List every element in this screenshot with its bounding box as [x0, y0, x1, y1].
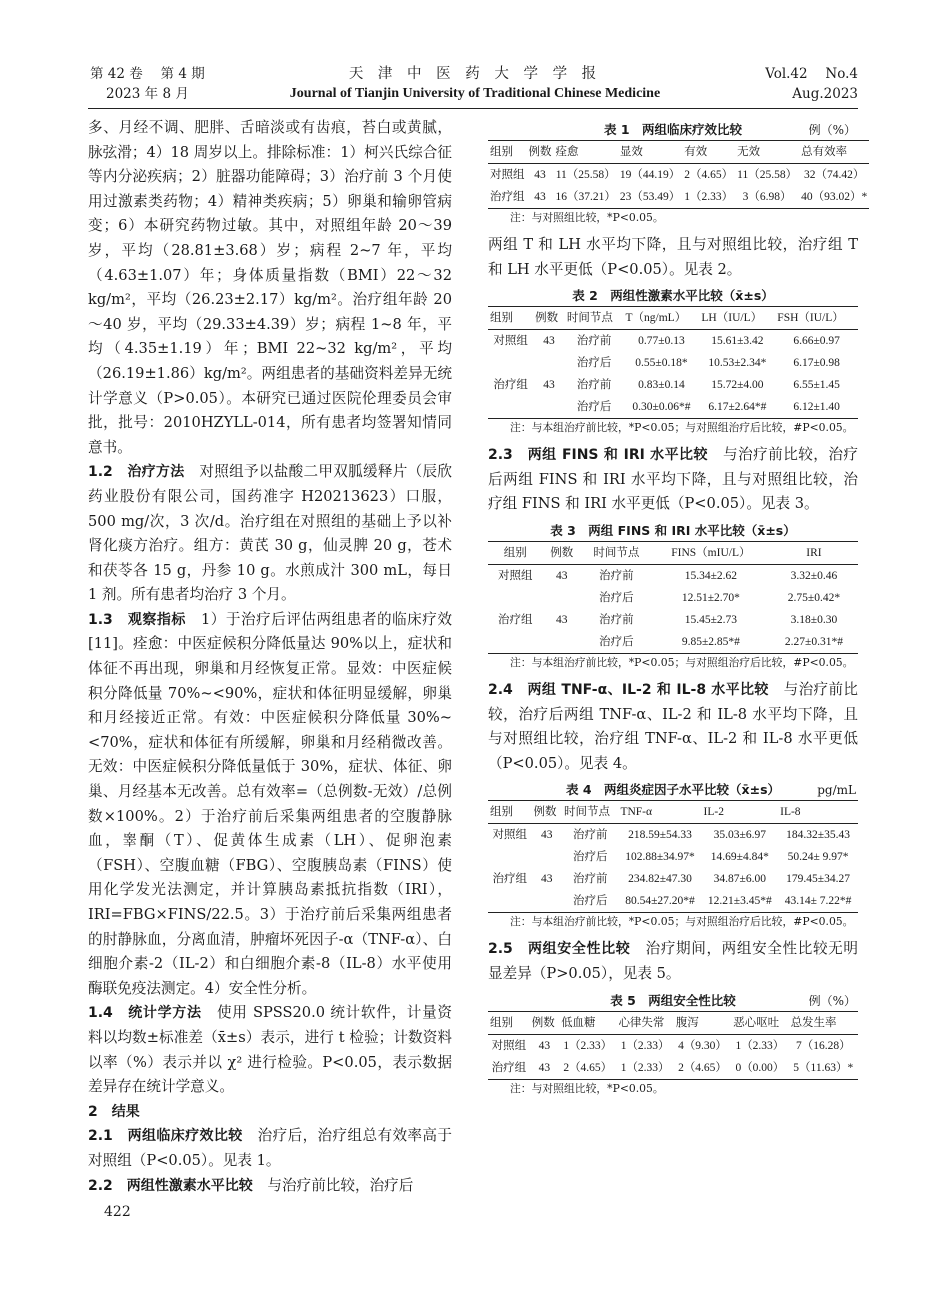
table-cell: 12.51±2.70*	[681, 591, 740, 604]
table4	[488, 800, 858, 913]
header-right	[765, 64, 858, 104]
table-header-cell: LH（IU/L）	[699, 307, 775, 330]
table-cell: 治疗后	[565, 396, 624, 419]
table-header-cell: 例数	[543, 541, 581, 564]
table-cell: 0.30±0.06*#	[624, 396, 700, 419]
table-cell: 治疗后	[562, 890, 618, 913]
page-number: 422	[104, 1204, 131, 1220]
volume-en: Vol.42 No.4	[765, 66, 858, 82]
heading-1-3: 1.3 观察指标	[88, 611, 186, 628]
table-cell: 9.85±2.85*#	[652, 631, 770, 654]
table-cell: 3.18±0.30	[790, 613, 838, 626]
table-cell	[533, 352, 565, 374]
table-cell: 15.34±2.62	[684, 569, 738, 582]
table-cell: 0（0.00）	[731, 1057, 788, 1080]
table-cell: 0.55±0.18*	[635, 357, 688, 370]
table3-title	[488, 521, 858, 541]
table-cell: 2（4.65）	[559, 1057, 616, 1080]
table-cell: 3.32±0.46	[790, 569, 838, 582]
heading-2-1: 2.1 两组临床疗效比较	[88, 1128, 243, 1145]
table-cell: 6.55±1.45	[793, 379, 840, 392]
section-2-4	[488, 678, 858, 776]
table-cell: 80.54±27.20*#	[618, 890, 701, 913]
table-cell: 11（25.58）	[737, 169, 798, 181]
table2-title-text: 表 2 两组性激素水平比较（x̄±s）	[572, 288, 774, 304]
table-cell	[488, 587, 543, 609]
table-header-cell: TNF-α	[618, 801, 701, 824]
table-cell: 对照组	[498, 569, 533, 582]
table-header-cell: 组别	[488, 141, 527, 164]
table-row	[488, 609, 858, 631]
table-header-cell: 低血糖	[559, 1011, 616, 1034]
table-cell: 治疗组	[493, 379, 528, 392]
table-row	[488, 330, 858, 353]
table-cell: 治疗后	[581, 631, 652, 654]
text-2-4: 与治疗前比较，治疗后两组 TNF-α、IL-2 和 IL-8 水平均下降，且与对照组比较，治疗组 TNF-α、IL-2 和 IL-8 水平更低（P<0.05）。见表 4。	[488, 680, 858, 772]
table3-header-row	[488, 541, 858, 564]
table-row	[488, 631, 858, 654]
table2	[488, 306, 858, 419]
text-1-4: 使用 SPSS20.0 统计软件，计量资料以均数±标准差（x̄±s）表示，进行 t 检验；计数资料以率（%）表示并以 χ² 进行检验。P<0.05，表示数据差异存在统计学意义。	[88, 1004, 452, 1096]
table-cell: 40（93.02）*	[799, 186, 869, 209]
table-row	[488, 374, 858, 396]
table-cell: 43	[543, 335, 555, 348]
table-cell: 43	[538, 1039, 551, 1052]
table-cell: 43	[527, 186, 554, 209]
table-row	[488, 587, 858, 609]
section-2-2	[88, 1174, 452, 1199]
table-cell	[531, 846, 561, 868]
table4-title-text: 表 4 两组炎症因子水平比较（x̄±s）	[565, 782, 781, 798]
text-1-2: 对照组予以盐酸二甲双胍缓释片（辰欣药业股份有限公司，国药准字 H20213623）口服，500 mg/次，3 次/d。治疗组在对照组的基础上予以补肾化痰方治疗。组方：黄芪 30 g，仙灵脾 20 g，苍术和茯苓各 15 g，丹参 10 g。水煎成汁 300 mL，每日 1 剂。所有患者均治疗 3 个月。	[88, 463, 452, 604]
table-cell: 6.17±2.64*#	[699, 396, 775, 419]
left-column	[88, 116, 452, 1198]
volume-cn: 第 42 卷 第 4 期	[90, 66, 205, 82]
table-cell: 治疗后	[572, 851, 608, 864]
table-cell: 35.03±6.97	[713, 829, 766, 842]
table-cell: 218.59±54.33	[628, 829, 692, 842]
heading-2-2: 2.2 两组性激素水平比较	[88, 1177, 253, 1194]
table-header-cell: IL-2	[702, 801, 779, 824]
table-header-cell: 组别	[488, 541, 543, 564]
table-cell: 治疗组	[488, 1057, 530, 1080]
text-2-1: 治疗后，治疗组总有效率高于对照组（P<0.05）。见表 1。	[88, 1127, 452, 1169]
table-cell	[488, 352, 533, 374]
table-header-cell: FSH（IU/L）	[775, 307, 858, 330]
table-cell: 10.53±2.34*	[708, 357, 767, 370]
table-cell: 12.21±3.45*#	[702, 890, 779, 913]
section-2-5	[488, 937, 858, 986]
heading-2-3: 2.3 两组 FINS 和 IRI 水平比较	[488, 447, 708, 464]
section-2	[88, 1100, 452, 1125]
heading-2-5: 2.5 两组安全性比较	[488, 941, 631, 958]
table-cell: 43.14± 7.22*#	[778, 890, 858, 913]
table-header-cell: 例数	[533, 307, 565, 330]
table-cell: 16（37.21）	[554, 186, 618, 209]
table-cell	[488, 396, 533, 419]
table-header-cell: 时间节点	[562, 801, 618, 824]
paragraph-criteria: 多、月经不调、肥胖、舌暗淡或有齿痕，苔白或黄腻，脉弦滑；4）18 周岁以上。排除标准：1）柯兴氏综合征等内分泌疾病；2）脏器功能障碍；3）治疗前 3 个月使用过激素类药物；4）精神类疾病；5）卵巢和输卵管病变；6）本研究药物过敏。其中，对照组年龄 20～39 岁，平均（28.81±3.68）岁；病程 2~7 年，平均（4.63±1.07）年；身体质量指数（BMI）22～32 kg/m²，平均（26.23±2.17）kg/m²。治疗组年龄 20～40 岁，平均（29.33±4.39）岁；病程 1~8 年，平均（4.35±1.19）年；BMI 22~32 kg/m²，平均（26.19±1.86）kg/m²。两组患者的基础资料差异无统计学意义（P>0.05）。本研究已通过医院伦理委员会审批，批号：2010HZYLL-014，所有患者均签署知情同意书。	[88, 119, 452, 456]
table-cell: 19（44.19）	[619, 169, 681, 181]
table-cell: 治疗后	[599, 591, 634, 604]
table5	[488, 1011, 858, 1080]
table-header-cell: 例数	[530, 1011, 559, 1034]
table-cell: 43	[540, 829, 553, 842]
table-cell: 对照组	[493, 335, 528, 348]
date-en: Aug.2023	[792, 86, 858, 102]
table-header-cell: 时间节点	[565, 307, 624, 330]
table-cell: 23（53.49）	[618, 186, 682, 209]
table-cell: 治疗组	[498, 613, 533, 626]
text-2-5: 治疗期间，两组安全性比较无明显差异（P>0.05），见表 5。	[488, 940, 858, 982]
table-cell: 治疗前	[576, 335, 612, 348]
table-header-cell: IRI	[770, 541, 858, 564]
table-cell: 14.69±4.84*	[710, 851, 769, 864]
table-header-cell: 总发生率	[789, 1011, 858, 1034]
table-cell: 对照组	[490, 169, 525, 181]
table-row	[488, 564, 858, 587]
table-cell: 43	[556, 613, 568, 626]
table4-title	[488, 780, 858, 800]
table-cell: 43	[543, 379, 555, 392]
table-cell	[543, 587, 581, 609]
table-header-cell: 例数	[527, 141, 554, 164]
table2-title	[488, 286, 858, 306]
table-cell: 治疗前	[572, 873, 608, 886]
table5-title-text: 表 5 两组安全性比较	[610, 992, 736, 1008]
table-header-cell: T（ng/mL）	[624, 307, 700, 330]
text-1-3: 1）于治疗后评估两组患者的临床疗效[11]。痊愈：中医症候积分降低量达 90%以上，症状和体征不再出现，卵巢和月经恢复正常。显效：中医症候积分降低量 70%~<90%，症状和体征明显缓解，卵巢和月经接近正常。有效：中医症候积分降低量 30%~<70%，症状和体征有所缓解，卵巢和月经稍微改善。无效：中医症候积分降低量低于 30%，症状、体征、卵巢、月经基本无改善。总有效率=（总例数-无效）/总例数×100%。2）于治疗前后采集两组患者的空腹静脉血，睾酮（T）、促黄体生成素（LH）、促卵泡素（FSH）、空腹血糖（FBG）、空腹胰岛素（FINS）使用化学发光法测定，并计算胰岛素抵抗指数（IRI），IRI=FBG×FINS/22.5。3）于治疗前后采集两组患者的肘静脉血，分离血清，肿瘤坏死因子-α（TNF-α）、白细胞介素-2（IL-2）和白细胞介素-8（IL-8）水平使用酶联免疫法测定。4）安全性分析。	[88, 610, 452, 997]
table-cell: 0.77±0.13	[638, 335, 685, 348]
table4-unit: pg/mL	[817, 783, 856, 798]
table-cell: 1（2.33）	[735, 1039, 785, 1052]
section-2-1	[88, 1124, 452, 1173]
table-cell	[543, 631, 581, 654]
table5-note: 注：与对照组比较，*P<0.05。	[510, 1081, 664, 1095]
table-cell: 3（6.98）	[735, 186, 799, 209]
table-cell: 15.61±3.42	[711, 335, 764, 348]
table-cell: 对照组	[492, 829, 527, 842]
table-cell: 234.82±47.30	[628, 873, 692, 886]
table-header-cell: 显效	[618, 141, 682, 164]
right-column	[488, 116, 868, 1104]
table-row	[488, 1034, 858, 1057]
table-cell: 2.75±0.42*	[787, 591, 841, 604]
table-cell: 43	[556, 569, 568, 582]
heading-1-2: 1.2 治疗方法	[88, 464, 185, 481]
table-cell: 治疗前	[572, 829, 608, 842]
table-cell: 34.87±6.00	[713, 873, 766, 886]
table-row	[488, 824, 858, 847]
table-cell: 6.12±1.40	[775, 396, 858, 419]
table-cell: 2.27±0.31*#	[770, 631, 858, 654]
text-2-2-cont: 两组 T 和 LH 水平均下降，且与对照组比较，治疗组 T 和 LH 水平更低（P<0.05）。见表 2。	[488, 236, 858, 278]
heading-1-4: 1.4 统计学方法	[88, 1005, 202, 1022]
table-cell: 治疗组	[492, 873, 527, 886]
table-cell	[531, 890, 561, 913]
table-cell: 0.83±0.14	[638, 379, 685, 392]
table-cell: 5（11.63）*	[789, 1057, 858, 1080]
table-cell: 179.45±34.27	[786, 873, 850, 886]
table-row	[488, 846, 858, 868]
table-header-cell: 心律失常	[616, 1011, 673, 1034]
table2-header-row	[488, 307, 858, 330]
table-row	[488, 186, 869, 209]
table-header-cell: 例数	[531, 801, 561, 824]
table-cell: 2（4.65）	[674, 1057, 731, 1080]
table-cell: 治疗前	[576, 379, 612, 392]
table-cell: 7（16.28）	[795, 1039, 851, 1052]
table-cell: 治疗组	[488, 186, 527, 209]
table-cell: 6.66±0.97	[793, 335, 840, 348]
table-header-cell: IL-8	[778, 801, 858, 824]
table-cell: 15.45±2.73	[684, 613, 738, 626]
table-cell: 1（2.33）	[616, 1057, 673, 1080]
table-row	[488, 868, 858, 890]
table4-note: 注：与本组治疗前比较，*P<0.05；与对照组治疗后比较，#P<0.05。	[510, 915, 854, 929]
table-cell: 6.17±0.98	[793, 357, 840, 370]
table-cell: 102.88±34.97*	[625, 851, 695, 864]
table-cell: 1（2.33）	[563, 1039, 613, 1052]
table-header-cell: 恶心呕吐	[731, 1011, 788, 1034]
table2-note: 注：与本组治疗前比较，*P<0.05；与对照组治疗后比较，#P<0.05。	[510, 421, 854, 435]
journal-title-en: Journal of Tianjin University of Traditional Chinese Medicine	[289, 86, 661, 101]
table-header-cell: 总有效率	[799, 141, 869, 164]
date-cn: 2023 年 8 月	[106, 86, 189, 102]
section-1-4	[88, 1001, 452, 1099]
heading-2: 2 结果	[88, 1103, 140, 1120]
table1-unit: 例（%）	[808, 123, 856, 137]
section-2-3	[488, 443, 858, 517]
table1	[488, 140, 869, 209]
table-cell	[533, 396, 565, 419]
table-header-cell: 组别	[488, 307, 533, 330]
table-cell: 对照组	[491, 1039, 527, 1052]
text-2-2: 与治疗前比较，治疗后	[252, 1176, 414, 1194]
table-header-cell: 腹泻	[674, 1011, 731, 1034]
table-header-cell: 痊愈	[554, 141, 618, 164]
heading-2-4: 2.4 两组 TNF-α、IL-2 和 IL-8 水平比较	[488, 681, 769, 698]
section-1-2	[88, 460, 452, 608]
table-cell	[488, 846, 531, 868]
table-cell: 43	[530, 1057, 559, 1080]
table-cell: 50.24± 9.97*	[787, 851, 849, 864]
table-header-cell: FINS（mIU/L）	[652, 541, 770, 564]
table1-title	[488, 120, 858, 140]
journal-title-cn: 天 津 中 医 药 大 学 学 报	[348, 66, 602, 82]
table-cell	[488, 890, 531, 913]
table-cell: 治疗前	[599, 613, 634, 626]
table-cell	[488, 631, 543, 654]
table-row	[488, 396, 858, 419]
table3-title-text: 表 3 两组 FINS 和 IRI 水平比较（x̄±s）	[550, 522, 796, 538]
table-header-cell: 时间节点	[581, 541, 652, 564]
table-cell: 治疗前	[599, 569, 634, 582]
table3-note: 注：与本组治疗前比较，*P<0.05；与对照组治疗后比较，#P<0.05。	[510, 655, 854, 669]
table-row	[488, 164, 869, 187]
table4-header-row	[488, 801, 858, 824]
table-cell: 43	[534, 169, 546, 181]
table-header-cell: 组别	[488, 1011, 530, 1034]
table-cell: 1（2.33）	[620, 1039, 670, 1052]
table5-unit: 例（%）	[808, 993, 856, 1008]
table-cell: 治疗后	[576, 357, 612, 370]
table-cell: 2（4.65）	[684, 169, 734, 181]
table-row	[488, 890, 858, 913]
table-row	[488, 1057, 858, 1080]
header-rule	[88, 108, 858, 109]
table5-header-row	[488, 1011, 858, 1034]
table1-note: 注：与对照组比较，*P<0.05。	[510, 211, 664, 224]
table-cell: 184.32±35.43	[786, 829, 850, 842]
table-cell: 15.72±4.00	[711, 379, 764, 392]
table-row	[488, 352, 858, 374]
text-2-3: 与治疗前比较，治疗后两组 FINS 和 IRI 水平均下降，且与对照组比较，治疗组 FINS 和 IRI 水平更低（P<0.05）。见表 3。	[488, 446, 858, 513]
table-header-cell: 组别	[488, 801, 531, 824]
table-cell: 4（9.30）	[678, 1039, 727, 1052]
table5-title	[488, 991, 858, 1011]
table-cell: 1（2.33）	[682, 186, 735, 209]
table-cell: 32（74.42）	[803, 169, 865, 181]
table-cell: 43	[540, 873, 553, 886]
table3	[488, 541, 858, 654]
table-cell: 11（25.58）	[555, 169, 616, 181]
table1-header-row	[488, 141, 869, 164]
table1-title-text: 表 1 两组临床疗效比较	[603, 122, 743, 137]
section-1-3	[88, 608, 452, 1002]
table-header-cell: 无效	[735, 141, 799, 164]
table-header-cell: 有效	[682, 141, 735, 164]
